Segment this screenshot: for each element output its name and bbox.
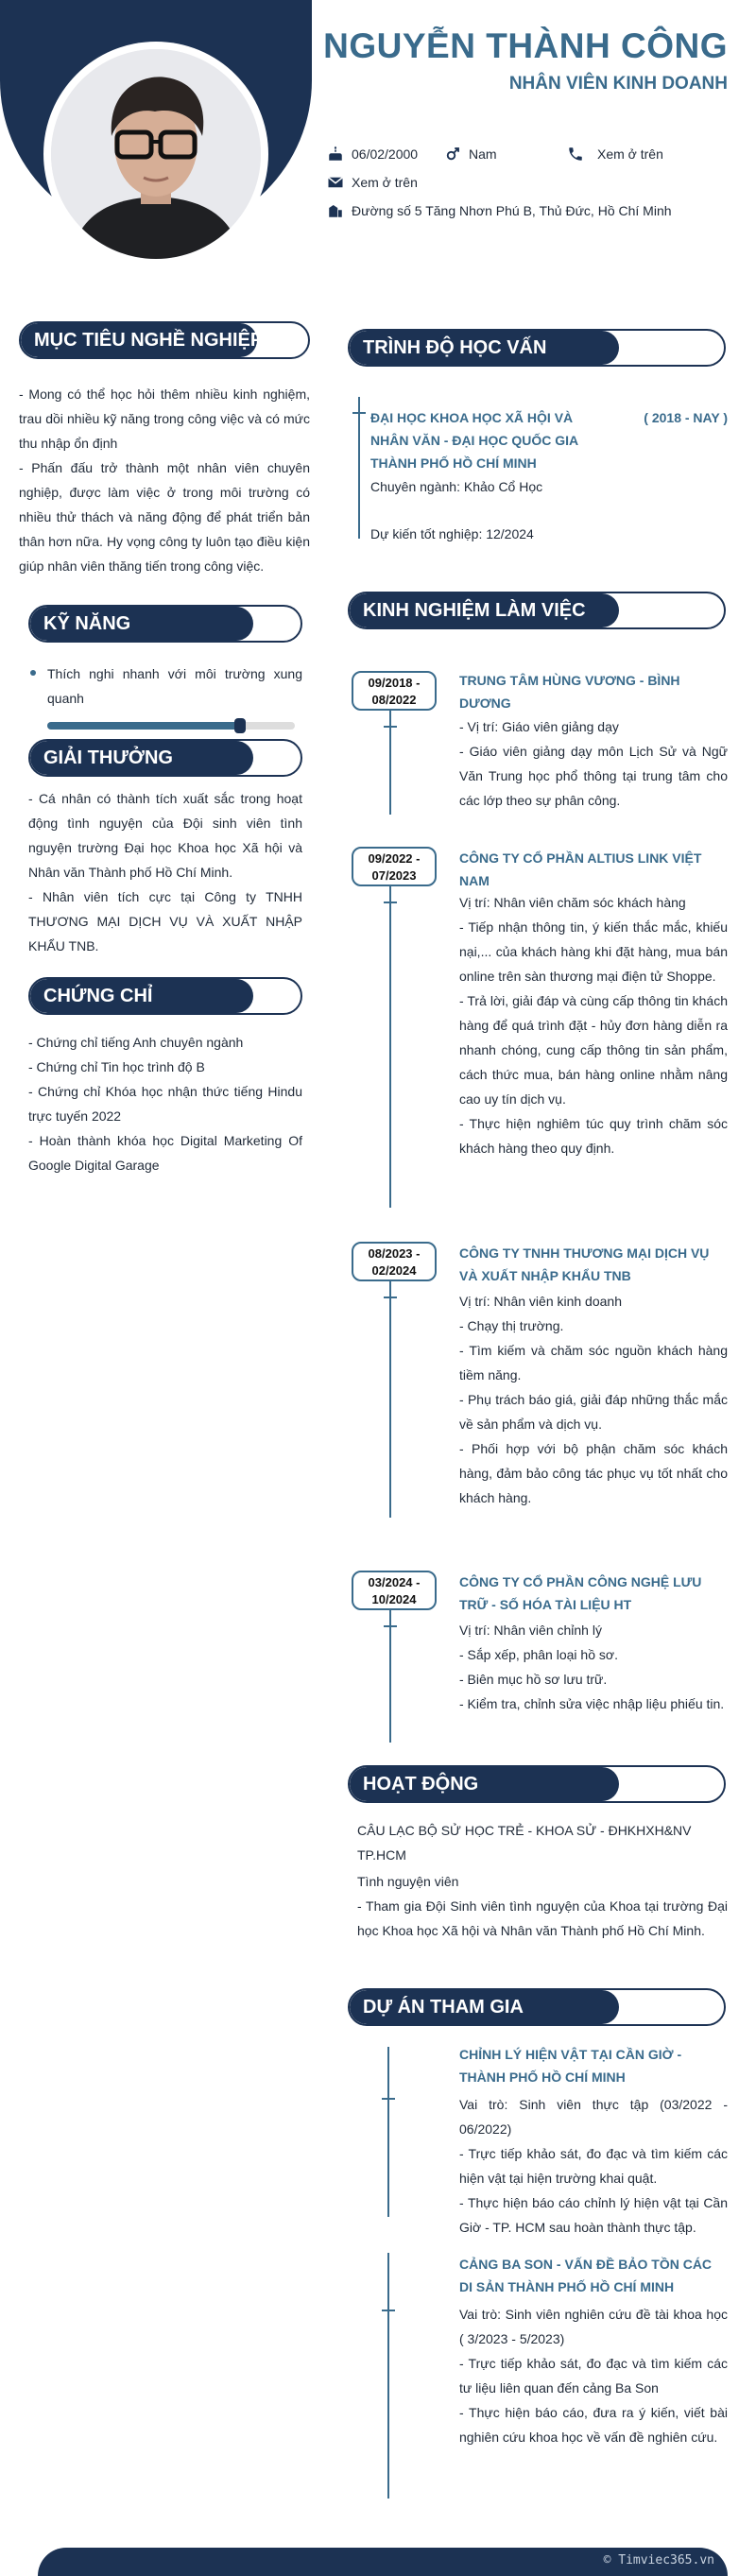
phone-info[interactable] [567,146,663,163]
job-3-line-2: - Chạy thị trường. [459,1318,564,1333]
birthday-info [327,146,418,163]
certificate-item-2: - Chứng chỉ Tin học trình độ B [28,1059,205,1074]
education-period: ( 2018 - NAY ) [644,410,728,425]
job-3-line-3: - Tìm kiếm và chăm sóc nguồn khách hàng tiềm năng. [459,1343,728,1382]
address-info [327,202,672,219]
footer-bar [38,2548,728,2576]
job-3-line-1: Vị trí: Nhân viên kinh doanh [459,1294,622,1309]
job-2-company: CÔNG TY CỔ PHẦN ALTIUS LINK VIỆT NAM [459,850,702,888]
education-timeline [358,397,360,539]
gender-info [444,146,497,163]
job-4-timeline [389,1610,391,1743]
skills-section-title: KỸ NĂNG [28,605,302,643]
job-3-timeline-tick [384,1297,397,1298]
project-2-timeline [387,2253,389,2499]
phone-value: Xem ở trên [597,146,663,162]
project-1-line-3: - Thực hiện báo cáo chỉnh lý hiện vật tại Cần Giờ - TP. HCM sau hoàn thành thực tập. [459,2195,728,2235]
job-3-dates: 08/2023 - 02/2024 [352,1242,437,1281]
address-building-icon [327,202,344,219]
job-4-line-2: - Sắp xếp, phân loại hồ sơ. [459,1647,618,1662]
education-major: Chuyên ngành: Khảo Cổ Học [370,479,543,494]
email-icon [327,174,344,191]
job-2-line-1: Vị trí: Nhân viên chăm sóc khách hàng [459,895,686,910]
project-2-name: CẢNG BA SON - VẤN ĐỀ BẢO TỒN CÁC DI SẢN THÀNH PHỐ HỒ CHÍ MINH [459,2257,713,2294]
job-2-timeline [389,886,391,1208]
skill-bullet [30,670,36,676]
skill-level-fill [47,722,240,730]
project-1-timeline [387,2047,389,2217]
project-2-timeline-tick [382,2310,395,2311]
certificate-item-3: - Chứng chỉ Khóa học nhận thức tiếng Hindu trực tuyến 2022 [28,1084,302,1124]
project-1-timeline-tick [382,2098,395,2100]
job-2-line-3: - Trả lời, giải đáp và cùng cấp thông tin khách hàng để quá trình đặt - hủy đơn hàng diễn ra nhanh chóng, cung cấp thông tin sản phẩm, cách thức mua, bán hàng online nhằm nâng cao uy tín dịch vụ. [459,993,728,1107]
skill-level-knob [234,718,246,733]
activities-text: - Tham gia Đội Sinh viên tình nguyện của Khoa tại trường Đại học Khoa học Xã hội và Nhân văn Thành phố Hồ Chí Minh. [357,1898,728,1938]
activities-section-title: HOẠT ĐỘNG [348,1765,726,1803]
gender-value: Nam [469,146,497,162]
profile-photo [51,49,261,259]
avatar [43,42,268,266]
awards-text-1: - Cá nhân có thành tích xuất sắc trong hoạt động tình nguyện của Đội sinh viên tình nguyện trường Đại học Khoa học Xã hội và Nhân văn Thành phố Hồ Chí Minh. [28,791,302,880]
job-3-line-4: - Phụ trách báo giá, giải đáp những thắc mắc về sản phẩm và dịch vụ. [459,1392,728,1432]
certificate-item-4: - Hoàn thành khóa học Digital Marketing Of Google Digital Garage [28,1133,302,1173]
job-4-line-4: - Kiểm tra, chỉnh sửa việc nhập liệu phiếu tin. [459,1696,725,1711]
project-1-line-1: Vai trò: Sinh viên thực tập (03/2022 - 06/2022) [459,2097,728,2137]
project-1-name: CHỈNH LÝ HIỆN VẬT TẠI CẦN GIỜ - THÀNH PHỐ HỒ CHÍ MINH [459,2047,682,2085]
job-3-company: CÔNG TY TNHH THƯƠNG MẠI DỊCH VỤ VÀ XUẤT NHẬP KHẨU TNB [459,1245,710,1283]
projects-section-title: DỰ ÁN THAM GIA [348,1988,726,2026]
experience-section-title: KINH NGHIỆM LÀM VIỆC [348,592,726,629]
job-4-company: CÔNG TY CỔ PHẦN CÔNG NGHỆ LƯU TRỮ - SỐ HÓA TÀI LIỆU HT [459,1574,702,1612]
education-graduation: Dự kiến tốt nghiệp: 12/2024 [370,526,534,541]
job-1-timeline-tick [384,726,397,728]
job-1-company: TRUNG TÂM HÙNG VƯƠNG - BÌNH DƯƠNG [459,673,680,711]
project-2-line-3: - Thực hiện báo cáo, đưa ra ý kiến, viết bài nghiên cứu khoa học về vấn đề nghiên cứu. [459,2405,728,2445]
phone-icon [567,146,584,163]
objective-text-2: - Phấn đấu trở thành một nhân viên chuyên nghiệp, được làm việc ở trong môi trường có nhiều thử thách và năng động để phát triển bản thân hơn nữa. Hy vọng công ty luôn tạo điều kiện giúp nhân viên thăng tiến trong công việc. [19,460,310,574]
address-value: Đường số 5 Tăng Nhơn Phú B, Thủ Đức, Hồ Chí Minh [352,203,672,218]
footer-watermark: © Timviec365.vn [603,2553,714,2567]
activities-org: CÂU LẠC BỘ SỬ HỌC TRẺ - KHOA SỬ - ĐHKHXH&NV TP.HCM [357,1823,692,1863]
job-1-line-1: - Vị trí: Giáo viên giảng dạy [459,719,619,734]
job-3-line-5: - Phối hợp với bộ phận chăm sóc khách hàng, đảm bảo công tác phục vụ tốt nhất cho khách hàng. [459,1441,728,1505]
job-4-line-1: Vị trí: Nhân viên chỉnh lý [459,1623,602,1638]
awards-text-2: - Nhân viên tích cực tại Công ty TNHH THƯƠNG MẠI DỊCH VỤ VÀ XUẤT NHẬP KHẨU TNB. [28,889,302,953]
job-title: NHÂN VIÊN KINH DOANH [508,74,728,94]
education-school: ĐẠI HỌC KHOA HỌC XÃ HỘI VÀ NHÂN VĂN - ĐẠI HỌC QUỐC GIA THÀNH PHỐ HỒ CHÍ MINH [370,410,578,471]
gender-icon [444,146,461,163]
education-section-title: TRÌNH ĐỘ HỌC VẤN [348,329,726,367]
project-2-line-1: Vai trò: Sinh viên nghiên cứu đề tài khoa học ( 3/2023 - 5/2023) [459,2307,728,2346]
project-2-line-2: - Trực tiếp khảo sát, đo đạc và tìm kiếm các tư liệu liên quan đến cảng Ba Son [459,2356,728,2396]
activities-role: Tình nguyện viên [357,1874,459,1889]
skill-level-bar [47,722,295,730]
job-2-line-4: - Thực hiện nghiêm túc quy trình chăm sóc khách hàng theo quy định. [459,1116,728,1156]
project-1-line-2: - Trực tiếp khảo sát, đo đạc và tìm kiếm các hiện vật tại hiện trường khai quật. [459,2146,728,2186]
job-2-dates: 09/2022 - 07/2023 [352,847,437,886]
job-4-dates: 03/2024 - 10/2024 [352,1571,437,1610]
email-value: Xem ở trên [352,175,418,190]
job-1-line-2: - Giáo viên giảng dạy môn Lịch Sử và Ngữ Văn Trung học phổ thông tại trung tâm cho các lớp theo sự phân công. [459,744,728,808]
objective-text-1: - Mong có thể học hỏi thêm nhiều kinh nghiệm, trau dồi nhiều kỹ năng trong công việc và có mức thu nhập ổn định [19,386,310,451]
birthday-cake-icon [327,146,344,163]
job-4-line-3: - Biên mục hồ sơ lưu trữ. [459,1672,608,1687]
job-3-timeline [389,1281,391,1518]
job-2-line-2: - Tiếp nhận thông tin, ý kiến thắc mắc, khiếu nại,... của khách hàng khi đặt hàng, mua bán online trên sàn thương mại điện tử Shoppe. [459,919,728,984]
certificates-section-title: CHỨNG CHỈ [28,977,302,1015]
skill-label: Thích nghi nhanh với môi trường xung quanh [47,666,302,706]
person-photo-illustration [51,49,261,259]
job-1-dates: 09/2018 - 08/2022 [352,671,437,711]
objective-section-title: MỤC TIÊU NGHỀ NGHIỆP [19,321,310,359]
birthday-value: 06/02/2000 [352,146,419,162]
job-4-timeline-tick [384,1625,397,1627]
education-timeline-tick [352,412,366,414]
awards-section-title: GIẢI THƯỞNG [28,739,302,777]
candidate-name: NGUYỄN THÀNH CÔNG [323,26,728,65]
certificate-item-1: - Chứng chỉ tiếng Anh chuyên ngành [28,1035,244,1050]
email-info[interactable] [327,174,418,191]
job-2-timeline-tick [384,902,397,903]
